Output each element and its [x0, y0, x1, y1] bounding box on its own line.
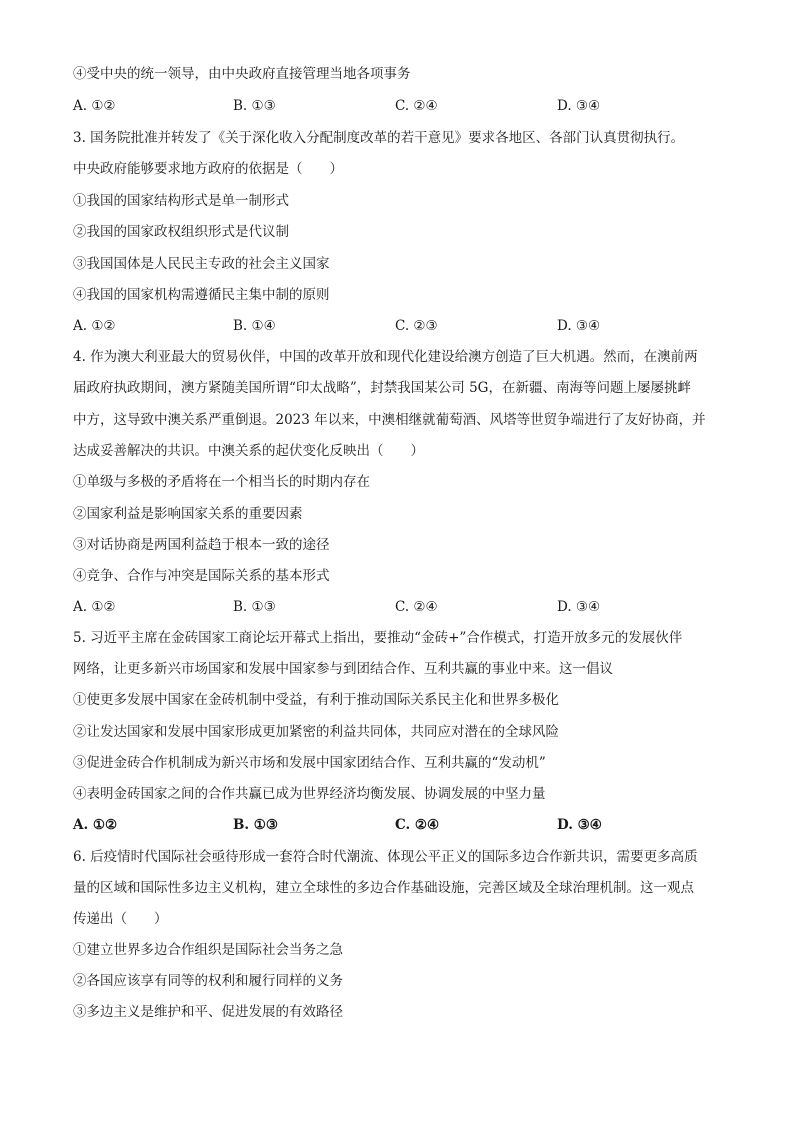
answer-options — [73, 316, 733, 336]
option-d: D. ③④ — [557, 98, 601, 114]
statement-item: ③促进金砖合作机制成为新兴市场和发展中国家团结合作、互利共赢的“发动机” — [73, 755, 546, 771]
answer-options — [73, 96, 733, 116]
statement-item: ①使更多发展中国家在金砖机制中受益，有利于推动国际关系民主化和世界多极化 — [73, 692, 559, 708]
option-d: D. ③④ — [557, 817, 602, 833]
answer-options — [73, 597, 733, 617]
statement-item: ③多边主义是维护和平、促进发展的有效路径 — [73, 1004, 343, 1020]
statement-item: ③对话协商是两国利益趋于根本一致的途径 — [73, 537, 330, 553]
option-c: C. ②④ — [395, 817, 440, 833]
option-a: A. ①② — [73, 599, 116, 615]
option-b: B. ①③ — [233, 98, 276, 114]
statement-item: ④我国的国家机构需遵循民主集中制的原则 — [73, 287, 330, 303]
option-d: D. ③④ — [557, 318, 601, 334]
statement-item: ③我国国体是人民民主专政的社会主义国家 — [73, 256, 330, 272]
answer-options — [73, 815, 733, 835]
statement-item: ②国家利益是影响国家关系的重要因素 — [73, 506, 303, 522]
question-6-stem: 传递出（ ） — [73, 911, 168, 927]
option-a: A. ①② — [73, 817, 118, 833]
statement-item: ①单级与多极的矛盾将在一个相当长的时期内存在 — [73, 474, 370, 490]
statement-item: ④受中央的统一领导，由中央政府直接管理当地各项事务 — [73, 66, 411, 82]
question-3-stem: 中央政府能够要求地方政府的依据是（ ） — [73, 161, 343, 177]
question-6-stem: 量的区域和国际性多边主义机构，建立全球性的多边合作基础设施，完善区域及全球治理机制。这一观点 — [73, 880, 694, 896]
question-5-stem: 网络，让更多新兴市场国家和发展中国家参与到团结合作、互利共赢的事业中来。这一倡议 — [73, 661, 613, 677]
question-4-stem: 4. 作为澳大利亚最大的贸易伙伴，中国的改革开放和现代化建设给澳方创造了巨大机遇。然而，在澳前两 — [73, 349, 698, 365]
question-4-stem: 届政府执政期间，澳方紧随美国所谓“印太战略”，封禁我国某公司 5G，在新疆、南海等问题上屡屡挑衅 — [73, 380, 691, 396]
question-3-stem: 3. 国务院批准并转发了《关于深化收入分配制度改革的若干意见》要求各地区、各部门认真贯彻执行。 — [73, 130, 685, 146]
question-6-stem: 6. 后疫情时代国际社会亟待形成一套符合时代潮流、体现公平正义的国际多边合作新共识，需要更多高质 — [73, 849, 698, 865]
option-b: B. ①③ — [233, 599, 276, 615]
option-b: B. ①③ — [233, 817, 279, 833]
statement-item: ①建立世界多边合作组织是国际社会当务之急 — [73, 942, 343, 958]
option-b: B. ①④ — [233, 318, 276, 334]
question-4-stem: 达成妥善解决的共识。中澳关系的起伏变化反映出（ ） — [73, 443, 424, 459]
option-a: A. ①② — [73, 318, 116, 334]
option-c: C. ②③ — [395, 318, 438, 334]
option-c: C. ②④ — [395, 98, 438, 114]
option-c: C. ②④ — [395, 599, 438, 615]
question-4-stem: 中方，这导致中澳关系严重倒退。2023 年以来，中澳相继就葡萄酒、风塔等世贸争端进行了友好协商，并 — [73, 412, 706, 428]
statement-item: ④表明金砖国家之间的合作共赢已成为世界经济均衡发展、协调发展的中坚力量 — [73, 786, 546, 802]
option-a: A. ①② — [73, 98, 116, 114]
question-5-stem: 5. 习近平主席在金砖国家工商论坛开幕式上指出，要推动“金砖+”合作模式，打造开放多元的发展伙伴 — [73, 630, 683, 646]
statement-item: ④竞争、合作与冲突是国际关系的基本形式 — [73, 568, 330, 584]
statement-item: ②我国的国家政权组织形式是代议制 — [73, 224, 289, 240]
statement-item: ①我国的国家结构形式是单一制形式 — [73, 193, 289, 209]
option-d: D. ③④ — [557, 599, 601, 615]
statement-item: ②各国应该享有同等的权利和履行同样的义务 — [73, 973, 343, 989]
statement-item: ②让发达国家和发展中国家形成更加紧密的利益共同体，共同应对潜在的全球风险 — [73, 724, 559, 740]
